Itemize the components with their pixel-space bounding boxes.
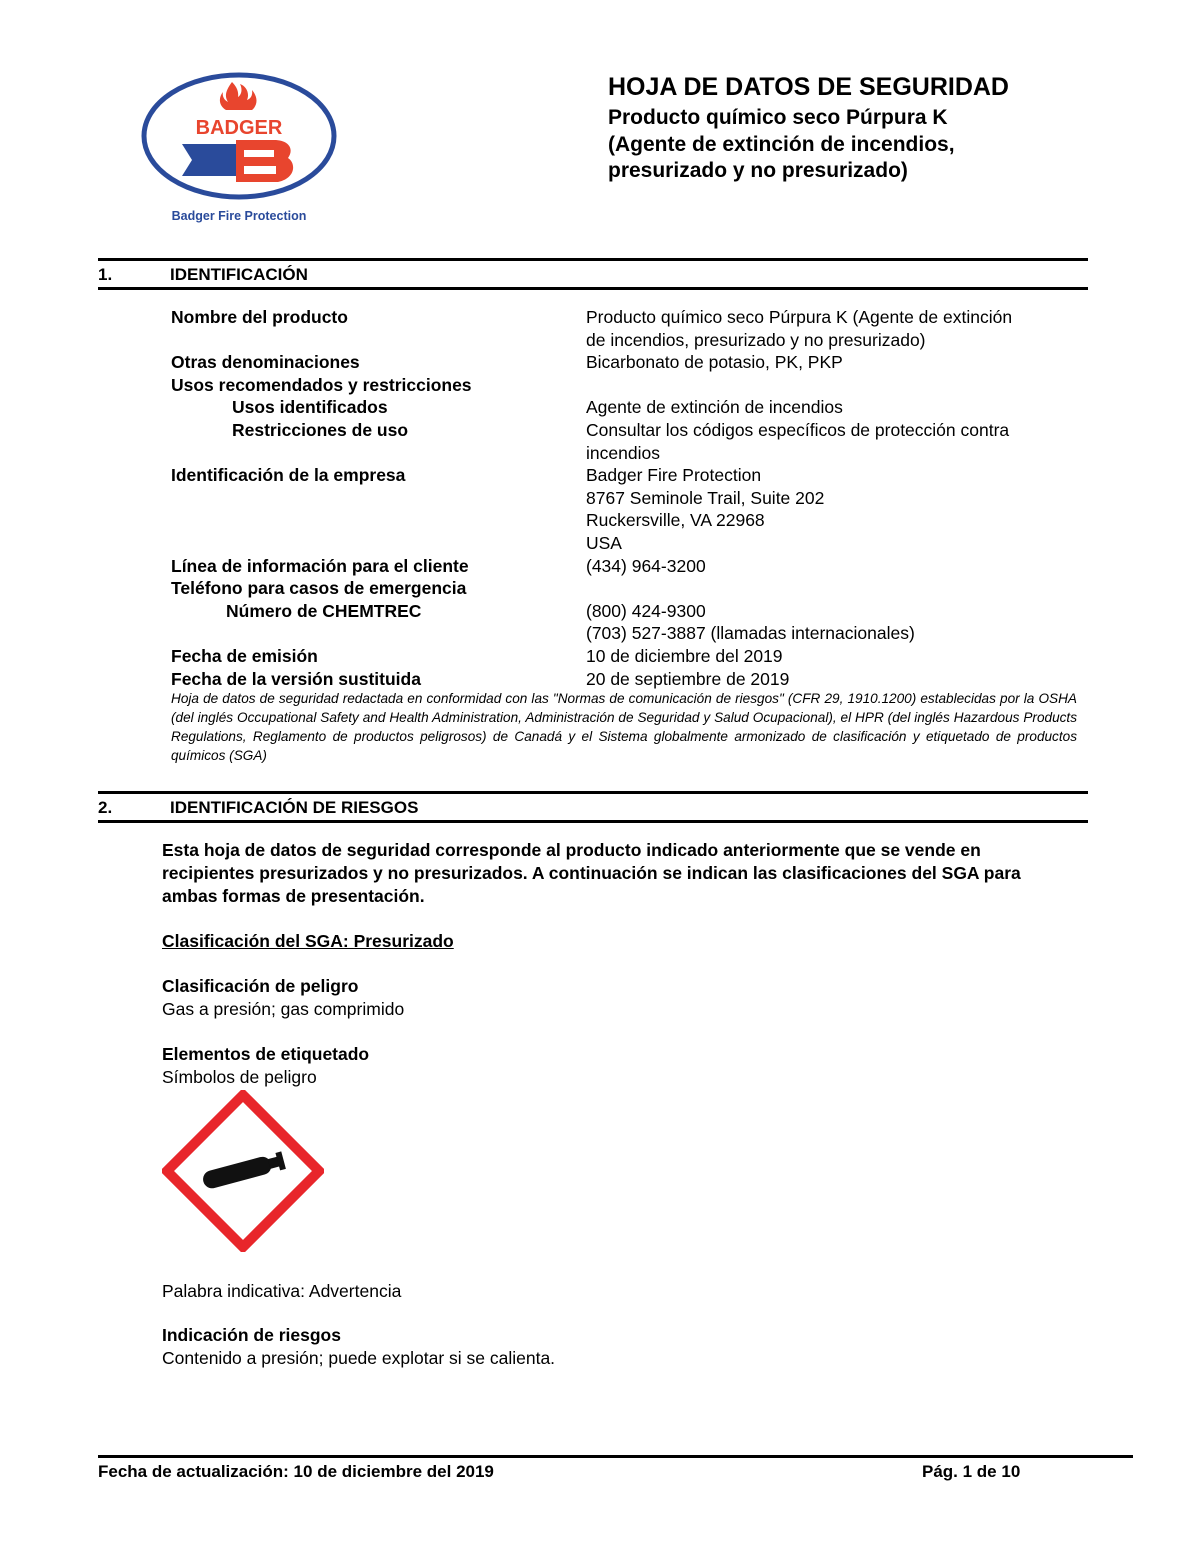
table-row: Teléfono para casos de emergencia [171, 578, 467, 599]
table-row: Nombre del producto Producto químico seco Púrpura K (Agente de extinción [171, 307, 1013, 327]
table-row: Fecha de la versión sustituida 20 de septiembre de 2019 [171, 668, 790, 689]
product-subtitle: Producto químico seco Púrpura K (Agente de extinción de incendios, presurizado y no presurizado) [608, 106, 955, 182]
footer-divider [98, 1455, 1133, 1458]
title-block [608, 72, 1168, 185]
hazard-symbols-label: Símbolos de peligro [162, 1067, 317, 1087]
gas-cylinder-icon [162, 1090, 324, 1252]
document-title: HOJA DE DATOS DE SEGURIDAD [608, 73, 1009, 101]
table-row: Identificación de la empresa Badger Fire Protection [171, 465, 762, 486]
table-row: 8767 Seminole Trail, Suite 202 [586, 487, 825, 508]
label-elements-label: Elementos de etiquetado [162, 1044, 370, 1064]
table-row: de incendios, presurizado y no presurizado) [586, 329, 926, 350]
hazard-statement-value: Contenido a presión; puede explotar si se calienta. [162, 1348, 556, 1368]
footer-update-date: Fecha de actualización: 10 de diciembre del 2019 [98, 1462, 494, 1481]
table-row: Usos recomendados y restricciones [171, 374, 472, 395]
identification-table [171, 306, 1091, 690]
table-row: incendios [586, 442, 660, 463]
svg-text:BADGER: BADGER [195, 117, 283, 139]
table-row: Otras denominaciones Bicarbonato de potasio, PK, PKP [171, 352, 843, 373]
table-row: Línea de información para el cliente (434) 964-3200 [171, 555, 706, 576]
table-row: Fecha de emisión 10 de diciembre del 2019 [171, 645, 783, 666]
table-row: Restricciones de uso Consultar los códigos específicos de protección contra [232, 419, 1010, 440]
table-row: USA [586, 532, 622, 553]
table-row: Usos identificados Agente de extinción de incendios [232, 397, 843, 418]
hazard-class-value: Gas a presión; gas comprimido [162, 999, 405, 1019]
classification-heading: Clasificación del SGA: Presurizado [162, 931, 454, 951]
badger-logo [140, 70, 340, 230]
hazard-statement-label: Indicación de riesgos [162, 1325, 341, 1345]
section-divider [98, 258, 1088, 261]
regulatory-note: Hoja de datos de seguridad redactada en conformidad con las "Normas de comunicación de riesgos" (CFR 29, 1910.1200) establecidas por la OSHA (del inglés Occupational Safety and Health Administration, Administración de Seguridad y Salud Ocupacional), el HPR (del inglés Hazardous Products Regulations, Reglamento de productos peligrosos) de Canadá y el Sistema globalmente armonizado de clasificación y etiquetado de productos químicos (SGA) [171, 691, 1077, 763]
svg-text:Badger Fire Protection: Badger Fire Protection [171, 209, 307, 223]
table-row: (703) 527-3887 (llamadas internacionales) [586, 623, 915, 644]
section-divider [98, 820, 1088, 823]
table-row: Número de CHEMTREC (800) 424-9300 [226, 600, 706, 621]
section-divider [98, 791, 1088, 794]
section-divider [98, 287, 1088, 290]
signal-word: Palabra indicativa: Advertencia [162, 1281, 402, 1301]
hazard-class-label: Clasificación de peligro [162, 976, 359, 996]
page-number: Pág. 1 de 10 [922, 1462, 1021, 1481]
table-row: Ruckersville, VA 22968 [586, 510, 765, 531]
section-2-intro: Esta hoja de datos de seguridad corresponde al producto indicado anteriormente que se vende en recipientes presurizados y no presurizados. A continuación se indican las clasificaciones del SGA para ambas formas de presentación. [162, 840, 1021, 906]
